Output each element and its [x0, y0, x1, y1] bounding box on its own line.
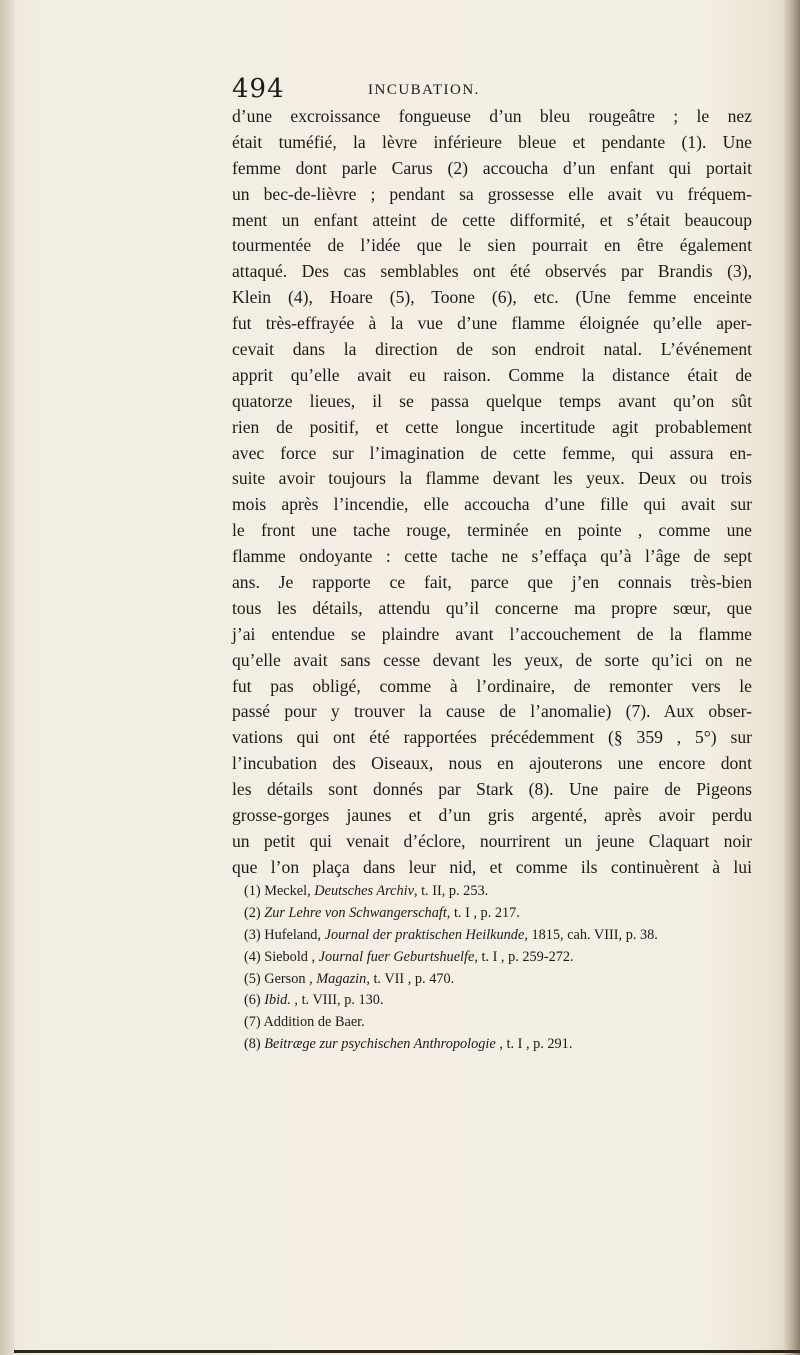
footnote-mark: (7)	[244, 1014, 264, 1031]
page-header	[232, 74, 752, 104]
body-line: grosse-gorges jaunes et d’un gris argenté, après avoir perdu	[232, 805, 752, 826]
footnote	[232, 881, 762, 903]
body-line: femme dont parle Carus (2) accoucha d’un enfant qui portait	[232, 157, 752, 178]
footnote-title: Ibid.	[264, 992, 291, 1009]
body-line: qu’elle avait sans cesse devant les yeux, de sorte qu’ici on ne	[232, 649, 752, 670]
body-line: attaqué. Des cas semblables ont été observés par Brandis (3),	[232, 261, 752, 282]
footnote-mark: (2)	[244, 904, 265, 921]
footnote-title: Magazin	[316, 970, 367, 987]
body-line: fut très-effrayée à la vue d’une flamme éloignée qu’elle aper-	[232, 313, 752, 334]
footnote-reference: , t. VII , p. 470.	[366, 970, 455, 987]
footnote-author: Addition de Baer.	[263, 1014, 365, 1031]
body-line: cevait dans la direction de son endroit natal. L’événement	[232, 339, 752, 360]
running-head: INCUBATION.	[368, 82, 480, 98]
footnote-mark: (1)	[244, 883, 265, 899]
footnote-author: Gerson ,	[264, 970, 317, 987]
page-right-edge	[782, 0, 800, 1355]
footnote	[232, 969, 762, 991]
body-line: apprit qu’elle avait eu raison. Comme la distance était de	[232, 364, 752, 385]
footnote-reference: , 1815, cah. VIII, p. 38.	[524, 926, 658, 943]
body-line: mois après l’incendie, elle accoucha d’une fille qui avait sur	[232, 494, 752, 515]
footnote	[232, 903, 762, 925]
footnote-title: Deutsches Archiv	[314, 883, 414, 899]
footnote-title: Zur Lehre von Schwangerschaft	[264, 904, 447, 921]
footnote-mark: (8)	[244, 1036, 265, 1053]
body-line: l’incubation des Oiseaux, nous en ajouterons une encore dont	[232, 753, 752, 774]
footnote	[232, 947, 762, 969]
body-line: ans. Je rapporte ce fait, parce que j’en connais très-bien	[232, 572, 752, 593]
footnote-author: Siebold ,	[264, 948, 319, 965]
body-line: ment un enfant atteint de cette difformité, et s’était beaucoup	[232, 209, 752, 230]
footnote-title: Journal der praktischen Heilkunde	[324, 926, 525, 943]
body-line: vations qui ont été rapportées précédemment (§ 359 , 5°) sur	[232, 727, 752, 748]
footnote-reference: , t. I , p. 259-272.	[474, 948, 574, 965]
body-text	[232, 104, 752, 881]
body-line: fut pas obligé, comme à l’ordinaire, de remonter vers le	[232, 675, 752, 696]
footnotes	[232, 881, 762, 1056]
body-line: tourmentée de l’idée que le sien pourrait en être également	[232, 235, 752, 256]
footnote-author: Hufeland,	[264, 926, 325, 943]
footnote-title: Beitræge zur psychischen Anthropologie	[264, 1036, 496, 1053]
body-line: quatorze lieues, il se passa quelque temps avant qu’on sût	[232, 390, 752, 411]
body-line: j’ai entendue se plaindre avant l’accouchement de la flamme	[232, 623, 752, 644]
footnote	[232, 1034, 762, 1056]
body-line: passé pour y trouver la cause de l’anomalie) (7). Aux obser-	[232, 701, 752, 722]
footnote-title: Journal fuer Geburtshuelfe	[318, 948, 475, 965]
body-line: un petit qui venait d’éclore, nourrirent un jeune Claquart noir	[232, 830, 752, 851]
footnote-mark: (3)	[244, 926, 265, 943]
footnote-mark: (4)	[244, 948, 265, 965]
footnote-reference: , t. I , p. 217.	[446, 904, 520, 921]
body-line: était tuméfié, la lèvre inférieure bleue et pendante (1). Une	[232, 131, 752, 152]
footnote-author: Meckel,	[264, 883, 315, 899]
body-line: les détails sont donnés par Stark (8). Une paire de Pigeons	[232, 779, 752, 800]
bottom-rule	[14, 1350, 800, 1353]
body-line: Klein (4), Hoare (5), Toone (6), etc. (Une femme enceinte	[232, 287, 752, 308]
footnote-reference: , t. I , p. 291.	[495, 1036, 573, 1053]
body-line: d’une excroissance fongueuse d’un bleu rougeâtre ; le nez	[232, 106, 752, 126]
body-line: tous les détails, attendu qu’il concerne ma propre sœur, que	[232, 597, 752, 618]
footnote	[232, 1012, 762, 1034]
body-line: suite avoir toujours la flamme devant les yeux. Deux ou trois	[232, 468, 752, 489]
body-line: rien de positif, et cette longue incertitude agit probablement	[232, 416, 752, 437]
footnote-mark: (5)	[244, 970, 265, 987]
footnote	[232, 925, 762, 947]
footnote	[232, 990, 762, 1012]
page-left-edge	[0, 0, 14, 1355]
body-line: que l’on plaça dans leur nid, et comme ils continuèrent à lui	[232, 856, 752, 877]
footnote-reference: , t. II, p. 253.	[413, 883, 489, 899]
footnote-mark: (6)	[244, 992, 265, 1009]
body-line: avec force sur l’imagination de cette femme, qui assura en-	[232, 442, 752, 463]
body-line: le front une tache rouge, terminée en pointe , comme une	[232, 520, 752, 541]
body-line: flamme ondoyante : cette tache ne s’effaça qu’à l’âge de sept	[232, 546, 752, 567]
page-number: 494	[232, 74, 285, 104]
body-line: un bec-de-lièvre ; pendant sa grossesse elle avait vu fréquem-	[232, 183, 752, 204]
footnote-reference: , t. VIII, p. 130.	[290, 992, 384, 1009]
